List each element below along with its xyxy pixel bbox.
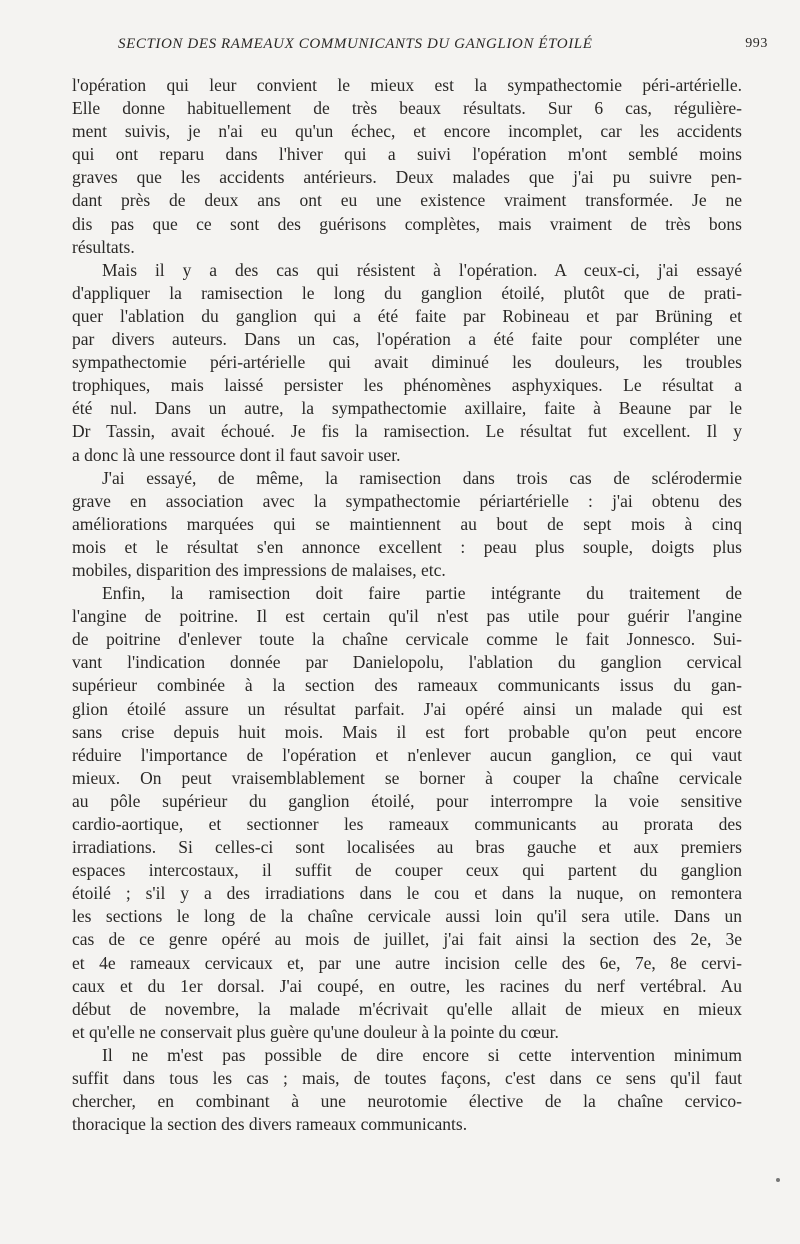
text-line: a donc là une ressource dont il faut savoir user. — [72, 444, 401, 465]
text-line: ment suivis, je n'ai eu qu'un échec, et encore incomplet, car les accidents — [72, 121, 742, 142]
text-line: suffit dans tous les cas ; mais, de toutes façons, c'est dans ce sens qu'il faut — [72, 1068, 742, 1089]
text-line: cas de ce genre opéré au mois de juillet, j'ai fait ainsi la section des 2e, 3e — [72, 929, 742, 950]
text-line: étoilé ; s'il y a des irradiations dans le cou et dans la nuque, on remontera — [72, 883, 742, 904]
text-line: mois et le résultat s'en annonce excellent : peau plus souple, doigts plus — [72, 536, 742, 557]
text-line: grave en association avec la sympathectomie périartérielle : j'ai obtenu des — [72, 490, 742, 511]
paragraph — [72, 259, 742, 467]
text-line: l'angine de poitrine. Il est certain qu'il n'est pas utile pour guérir l'angine — [72, 606, 742, 627]
text-line: l'opération qui leur convient le mieux est la sympathectomie péri-artérielle. — [72, 75, 742, 95]
text-line: quer l'ablation du ganglion qui a été faite par Robineau et par Brüning et — [72, 305, 742, 326]
text-line: améliorations marquées qui se maintiennent au bout de sept mois à cinq — [72, 513, 742, 534]
text-line: irradiations. Si celles-ci sont localisées au bras gauche et aux premiers — [72, 837, 742, 858]
text-line: thoracique la section des divers rameaux communicants. — [72, 1114, 468, 1135]
body-text — [72, 74, 742, 1136]
text-line: d'appliquer la ramisection le long du ganglion étoilé, plutôt que de prati- — [72, 282, 742, 303]
text-line: les sections le long de la chaîne cervicale aussi loin qu'il sera utile. Dans un — [72, 906, 742, 927]
text-line: résultats. — [72, 236, 135, 257]
text-line: J'ai essayé, de même, la ramisection dans trois cas de sclérodermie — [102, 467, 742, 488]
paragraph — [72, 467, 742, 582]
text-line: Mais il y a des cas qui résistent à l'opération. A ceux-ci, j'ai essayé — [102, 259, 742, 280]
text-line: Il ne m'est pas possible de dire encore si cette intervention minimum — [102, 1044, 742, 1065]
text-line: Elle donne habituellement de très beaux résultats. Sur 6 cas, régulière- — [72, 98, 742, 119]
text-line: trophiques, mais laissé persister les phénomènes asphyxiques. Le résultat a — [72, 375, 742, 396]
text-line: qui ont reparu dans l'hiver qui a suivi l'opération m'ont semblé moins — [72, 144, 742, 165]
text-line: espaces intercostaux, il suffit de couper ceux qui partent du ganglion — [72, 860, 742, 881]
text-line: sympathectomie péri-artérielle qui avait diminué les douleurs, les troubles — [72, 352, 742, 373]
text-line: chercher, en combinant à une neurotomie élective de la chaîne cervico- — [72, 1091, 742, 1112]
text-line: mobiles, disparition des impressions de malaises, etc. — [72, 559, 446, 580]
text-line: été nul. Dans un autre, la sympathectomie axillaire, faite à Beaune par le — [72, 398, 742, 419]
text-line: Dr Tassin, avait échoué. Je fis la ramisection. Le résultat fut excellent. Il y — [72, 421, 742, 442]
text-line: supérieur combinée à la section des rameaux communicants issus du gan- — [72, 675, 742, 696]
text-line: dant près de deux ans ont eu une existence vraiment transformée. Je ne — [72, 190, 742, 211]
paragraph — [72, 582, 742, 1044]
text-line: dis pas que ce sont des guérisons complètes, mais vraiment de très bons — [72, 213, 742, 234]
paragraph — [72, 74, 742, 259]
text-line: réduire l'importance de l'opération et n'enlever aucun ganglion, ce qui vaut — [72, 744, 742, 765]
text-line: Enfin, la ramisection doit faire partie intégrante du traitement de — [102, 583, 742, 604]
text-line: graves que les accidents antérieurs. Deux malades que j'ai pu suivre pen- — [72, 167, 742, 188]
text-line: et 4e rameaux cervicaux et, par une autre incision celle des 6e, 7e, 8e cervi- — [72, 952, 742, 973]
running-title: SECTION DES RAMEAUX COMMUNICANTS DU GANGLION ÉTOILÉ — [118, 36, 593, 52]
page-header — [100, 36, 768, 60]
text-line: par divers auteurs. Dans un cas, l'opération a été faite pour compléter une — [72, 329, 742, 350]
text-line: sans crise depuis huit mois. Mais il est fort probable qu'on peut encore — [72, 721, 742, 742]
paragraph — [72, 1044, 742, 1136]
page-number: 993 — [745, 36, 768, 51]
text-line: et qu'elle ne conservait plus guère qu'une douleur à la pointe du cœur. — [72, 1021, 559, 1042]
text-line: caux et du 1er dorsal. J'ai coupé, en outre, les racines du nerf vertébral. Au — [72, 975, 742, 996]
text-line: vant l'indication donnée par Danielopolu, l'ablation du ganglion cervical — [72, 652, 742, 673]
text-line: début de novembre, la malade m'écrivait qu'elle allait de mieux en mieux — [72, 998, 742, 1019]
text-line: de poitrine d'enlever toute la chaîne cervicale comme le fait Jonnesco. Sui- — [72, 629, 742, 650]
text-line: mieux. On peut vraisemblablement se borner à couper la chaîne cervicale — [72, 767, 742, 788]
text-line: au pôle supérieur du ganglion étoilé, pour interrompre la voie sensitive — [72, 790, 742, 811]
text-line: glion étoilé assure un résultat parfait. J'ai opéré ainsi un malade qui est — [72, 698, 742, 719]
text-line: cardio-aortique, et sectionner les rameaux communicants au prorata des — [72, 814, 742, 834]
page-speck — [776, 1178, 780, 1182]
